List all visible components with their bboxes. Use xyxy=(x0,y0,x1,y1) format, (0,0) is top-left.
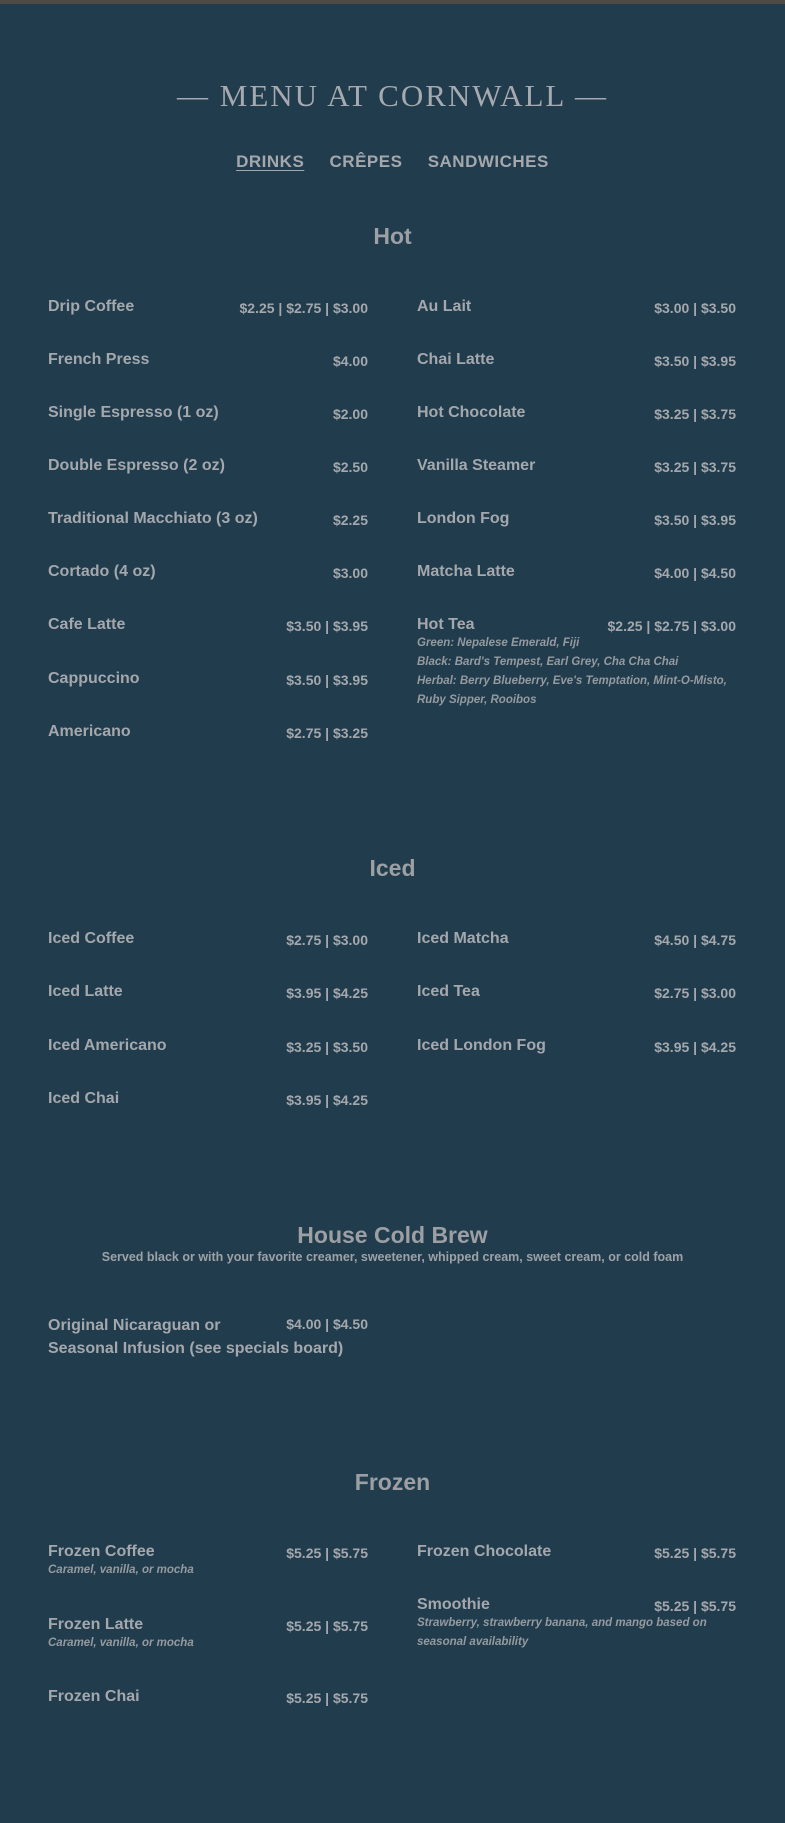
item-name: Au Lait xyxy=(417,298,472,315)
menu-item xyxy=(48,351,368,369)
tea-herbal-list: Herbal: Berry Blueberry, Eve's Temptation, Mint-O-Misto, Ruby Sipper, Rooibos xyxy=(417,675,727,706)
menu-item xyxy=(48,510,368,528)
item-name: Iced Latte xyxy=(48,983,123,1000)
menu-item xyxy=(417,457,736,475)
menu-item xyxy=(48,670,368,688)
menu-item xyxy=(417,510,736,528)
section-title-hot: Hot xyxy=(373,223,412,249)
item-price: $2.25 xyxy=(332,512,368,528)
top-border xyxy=(0,0,785,4)
menu-item xyxy=(48,1314,368,1360)
item-name: Cappuccino xyxy=(48,670,140,687)
item-name: Cafe Latte xyxy=(48,616,126,633)
item-price: $5.25 | $5.75 xyxy=(286,1690,368,1706)
item-name: Iced Americano xyxy=(48,1037,167,1054)
item-price: $3.95 | $4.25 xyxy=(286,1092,368,1108)
item-name: Hot Tea xyxy=(417,616,475,633)
menu-item xyxy=(48,404,368,422)
menu-item xyxy=(48,930,368,948)
menu-item xyxy=(417,404,736,422)
item-price: $2.75 | $3.00 xyxy=(286,932,368,948)
item-name: Iced Chai xyxy=(48,1090,120,1107)
menu-item xyxy=(417,298,736,316)
item-name: Iced Coffee xyxy=(48,930,135,947)
item-name: Iced London Fog xyxy=(417,1037,546,1054)
menu-item xyxy=(417,1596,736,1652)
nav-tab-crepes[interactable]: CRÊPES xyxy=(329,152,403,171)
item-name: Frozen Chai xyxy=(48,1688,140,1705)
item-name: Traditional Macchiato (3 oz) xyxy=(48,510,258,527)
item-description: Strawberry, strawberry banana, and mango based on seasonal availability xyxy=(417,1617,707,1648)
item-price: $5.25 | $5.75 xyxy=(286,1618,368,1634)
item-price: $3.50 | $3.95 xyxy=(286,672,368,688)
item-price: $4.00 | $4.50 xyxy=(286,1316,368,1332)
item-price: $3.50 | $3.95 xyxy=(654,512,736,528)
item-price: $3.95 | $4.25 xyxy=(286,985,368,1001)
item-price: $2.25 | $2.75 | $3.00 xyxy=(239,300,368,316)
item-name: Iced Matcha xyxy=(417,930,509,947)
item-name: Double Espresso (2 oz) xyxy=(48,457,225,474)
item-price: $3.00 | $3.50 xyxy=(654,300,736,316)
item-price: $5.25 | $5.75 xyxy=(654,1545,736,1561)
page-title: — MENU AT CORNWALL — xyxy=(177,78,608,113)
item-price: $2.50 xyxy=(332,459,368,475)
item-price: $4.50 | $4.75 xyxy=(654,932,736,948)
item-price: $3.25 | $3.75 xyxy=(654,406,736,422)
item-name: Hot Chocolate xyxy=(417,404,526,421)
menu-item xyxy=(48,1616,368,1653)
section-title-frozen: Frozen xyxy=(354,1469,431,1495)
menu-item xyxy=(48,457,368,475)
cold-brew-subtitle: Served black or with your favorite creamer, sweetener, whipped cream, sweet cream, or cold foam xyxy=(101,1250,684,1264)
menu-item xyxy=(417,1543,736,1561)
item-price: $5.25 | $5.75 xyxy=(286,1545,368,1561)
item-price: $3.95 | $4.25 xyxy=(654,1039,736,1055)
item-name: Frozen Coffee xyxy=(48,1543,155,1560)
item-price: $2.25 | $2.75 | $3.00 xyxy=(607,618,736,634)
item-price: $2.75 | $3.00 xyxy=(654,985,736,1001)
menu-item xyxy=(417,351,736,369)
item-price: $4.00 xyxy=(332,353,368,369)
item-price: $3.50 | $3.95 xyxy=(654,353,736,369)
nav-tab-drinks[interactable]: DRINKS xyxy=(236,152,305,171)
item-price: $2.00 xyxy=(332,406,368,422)
menu-item xyxy=(48,983,368,1001)
menu-item xyxy=(48,563,368,581)
item-name: Matcha Latte xyxy=(417,563,515,580)
item-name: Vanilla Steamer xyxy=(417,457,536,474)
menu-item xyxy=(417,616,736,710)
menu-item xyxy=(417,983,736,1001)
item-name: Original Nicaraguan or xyxy=(48,1317,221,1334)
item-name: Iced Tea xyxy=(417,983,480,1000)
item-price: $5.25 | $5.75 xyxy=(654,1598,736,1614)
menu-item xyxy=(417,563,736,581)
section-title-iced: Iced xyxy=(369,855,416,881)
item-price: $3.50 | $3.95 xyxy=(286,618,368,634)
menu-item xyxy=(48,1037,368,1055)
item-description: Caramel, vanilla, or mocha xyxy=(48,1637,194,1649)
item-description xyxy=(417,634,736,710)
menu-item xyxy=(48,1090,368,1108)
nav-tab-sandwiches[interactable]: SANDWICHES xyxy=(427,152,549,171)
item-name: Frozen Latte xyxy=(48,1616,144,1633)
item-description: Caramel, vanilla, or mocha xyxy=(48,1564,194,1576)
item-name-line2: Seasonal Infusion (see specials board) xyxy=(48,1340,344,1357)
item-name: Smoothie xyxy=(417,1596,490,1613)
menu-item xyxy=(48,1543,368,1580)
item-name: Americano xyxy=(48,723,131,740)
menu-item xyxy=(417,930,736,948)
menu-item xyxy=(48,723,368,741)
menu-item xyxy=(48,298,368,316)
item-price: $3.25 | $3.75 xyxy=(654,459,736,475)
item-name: London Fog xyxy=(417,510,510,527)
tea-green-list: Green: Nepalese Emerald, Fiji xyxy=(417,637,580,649)
menu-item xyxy=(48,616,368,634)
item-name: Drip Coffee xyxy=(48,298,135,315)
item-name: Single Espresso (1 oz) xyxy=(48,404,219,421)
item-name: Chai Latte xyxy=(417,351,495,368)
tea-black-list: Black: Bard's Tempest, Earl Grey, Cha Cha Chai xyxy=(417,656,679,668)
item-price: $3.25 | $3.50 xyxy=(286,1039,368,1055)
menu-item xyxy=(48,1688,368,1706)
item-name: Frozen Chocolate xyxy=(417,1543,552,1560)
item-name: French Press xyxy=(48,351,150,368)
item-price: $3.00 xyxy=(332,565,368,581)
section-title-cold-brew: House Cold Brew xyxy=(297,1222,488,1248)
item-price: $4.00 | $4.50 xyxy=(654,565,736,581)
item-name: Cortado (4 oz) xyxy=(48,563,156,580)
menu-item xyxy=(417,1037,736,1055)
category-nav xyxy=(0,152,785,172)
item-price: $2.75 | $3.25 xyxy=(286,725,368,741)
